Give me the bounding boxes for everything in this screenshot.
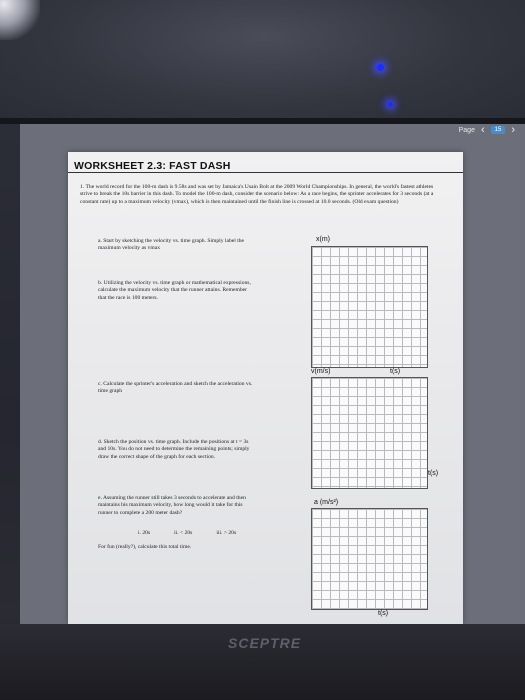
answer-options bbox=[138, 530, 298, 536]
indicator-light bbox=[377, 64, 384, 71]
velocity-time-grid bbox=[311, 377, 428, 489]
chevron-right-icon[interactable]: › bbox=[511, 124, 515, 136]
worksheet-title: WORKSHEET 2.3: FAST DASH bbox=[74, 160, 231, 172]
page-navigation bbox=[459, 124, 515, 137]
question-c-text: c. Calculate the sprinter's acceleration and sketch the acceleration vs. time graph bbox=[98, 381, 253, 395]
option-ii: ii. < 20s bbox=[174, 530, 193, 536]
light-glare bbox=[0, 0, 40, 40]
position-time-grid bbox=[311, 246, 428, 368]
acceleration-time-grid bbox=[311, 508, 428, 610]
question-a-text: a. Start by sketching the velocity vs. time graph. Simply label the maximum velocity as vmax bbox=[98, 238, 245, 252]
monitor-top-area bbox=[0, 0, 525, 125]
option-i: i. 20s bbox=[138, 530, 151, 536]
chevron-left-icon[interactable]: ‹ bbox=[480, 124, 485, 136]
monitor-brand-logo: SCEPTRE bbox=[228, 635, 302, 651]
question-e-text: e. Assuming the runner still takes 3 seconds to accelerate and then maintains his maximum velocity, how long would it take for this runner to complete a 200 meter dash? bbox=[98, 495, 246, 516]
for-fun-text: For fun (really?), calculate this total time. bbox=[98, 544, 192, 550]
question-d-text: d. Sketch the position vs. time graph. Include the positions at t = 3s and 10s. You do not need to determine the remaining points; simply draw the correct shape of the graph for each section. bbox=[98, 439, 250, 460]
screen bbox=[20, 124, 525, 624]
question-b-text: b. Utilizing the velocity vs. time graph or mathematical expressions, calculate the maximum velocity that the runner attains. Remember that the race is 100 meters. bbox=[98, 280, 251, 301]
page-label: Page bbox=[458, 126, 475, 134]
worksheet-page bbox=[68, 152, 463, 624]
graph-position-x-label: t(s) bbox=[390, 368, 401, 375]
page-number-field[interactable]: 15 bbox=[491, 126, 506, 134]
question-1-text: 1. The world record for the 100-m dash is 9.58s and was set by Jamaica's Usain Bolt at the 2009 World Championships. In general, the world's fastest athletes strive to break the 10s barrier in this dash. To model the 100-m dash, consider the scenario below: As a race begins, the sprinter accelerates for 3 seconds (at a constant rate) up to a maximum velocity (vmax), which is then maintained until the finish line is crossed at 10.0 seconds. (Old exam question) bbox=[80, 184, 434, 205]
title-divider bbox=[68, 172, 463, 173]
indicator-light bbox=[388, 102, 393, 107]
graph-position-y-label: x(m) bbox=[316, 236, 330, 243]
graph-acceleration-y-label: a (m/s²) bbox=[314, 499, 339, 506]
graph-velocity-y-label: v(m/s) bbox=[311, 368, 331, 375]
graph-acceleration-x-label: t(s) bbox=[378, 610, 389, 617]
graph-velocity-x-label: t(s) bbox=[428, 470, 439, 477]
option-iii: iii. > 20s bbox=[216, 530, 237, 536]
